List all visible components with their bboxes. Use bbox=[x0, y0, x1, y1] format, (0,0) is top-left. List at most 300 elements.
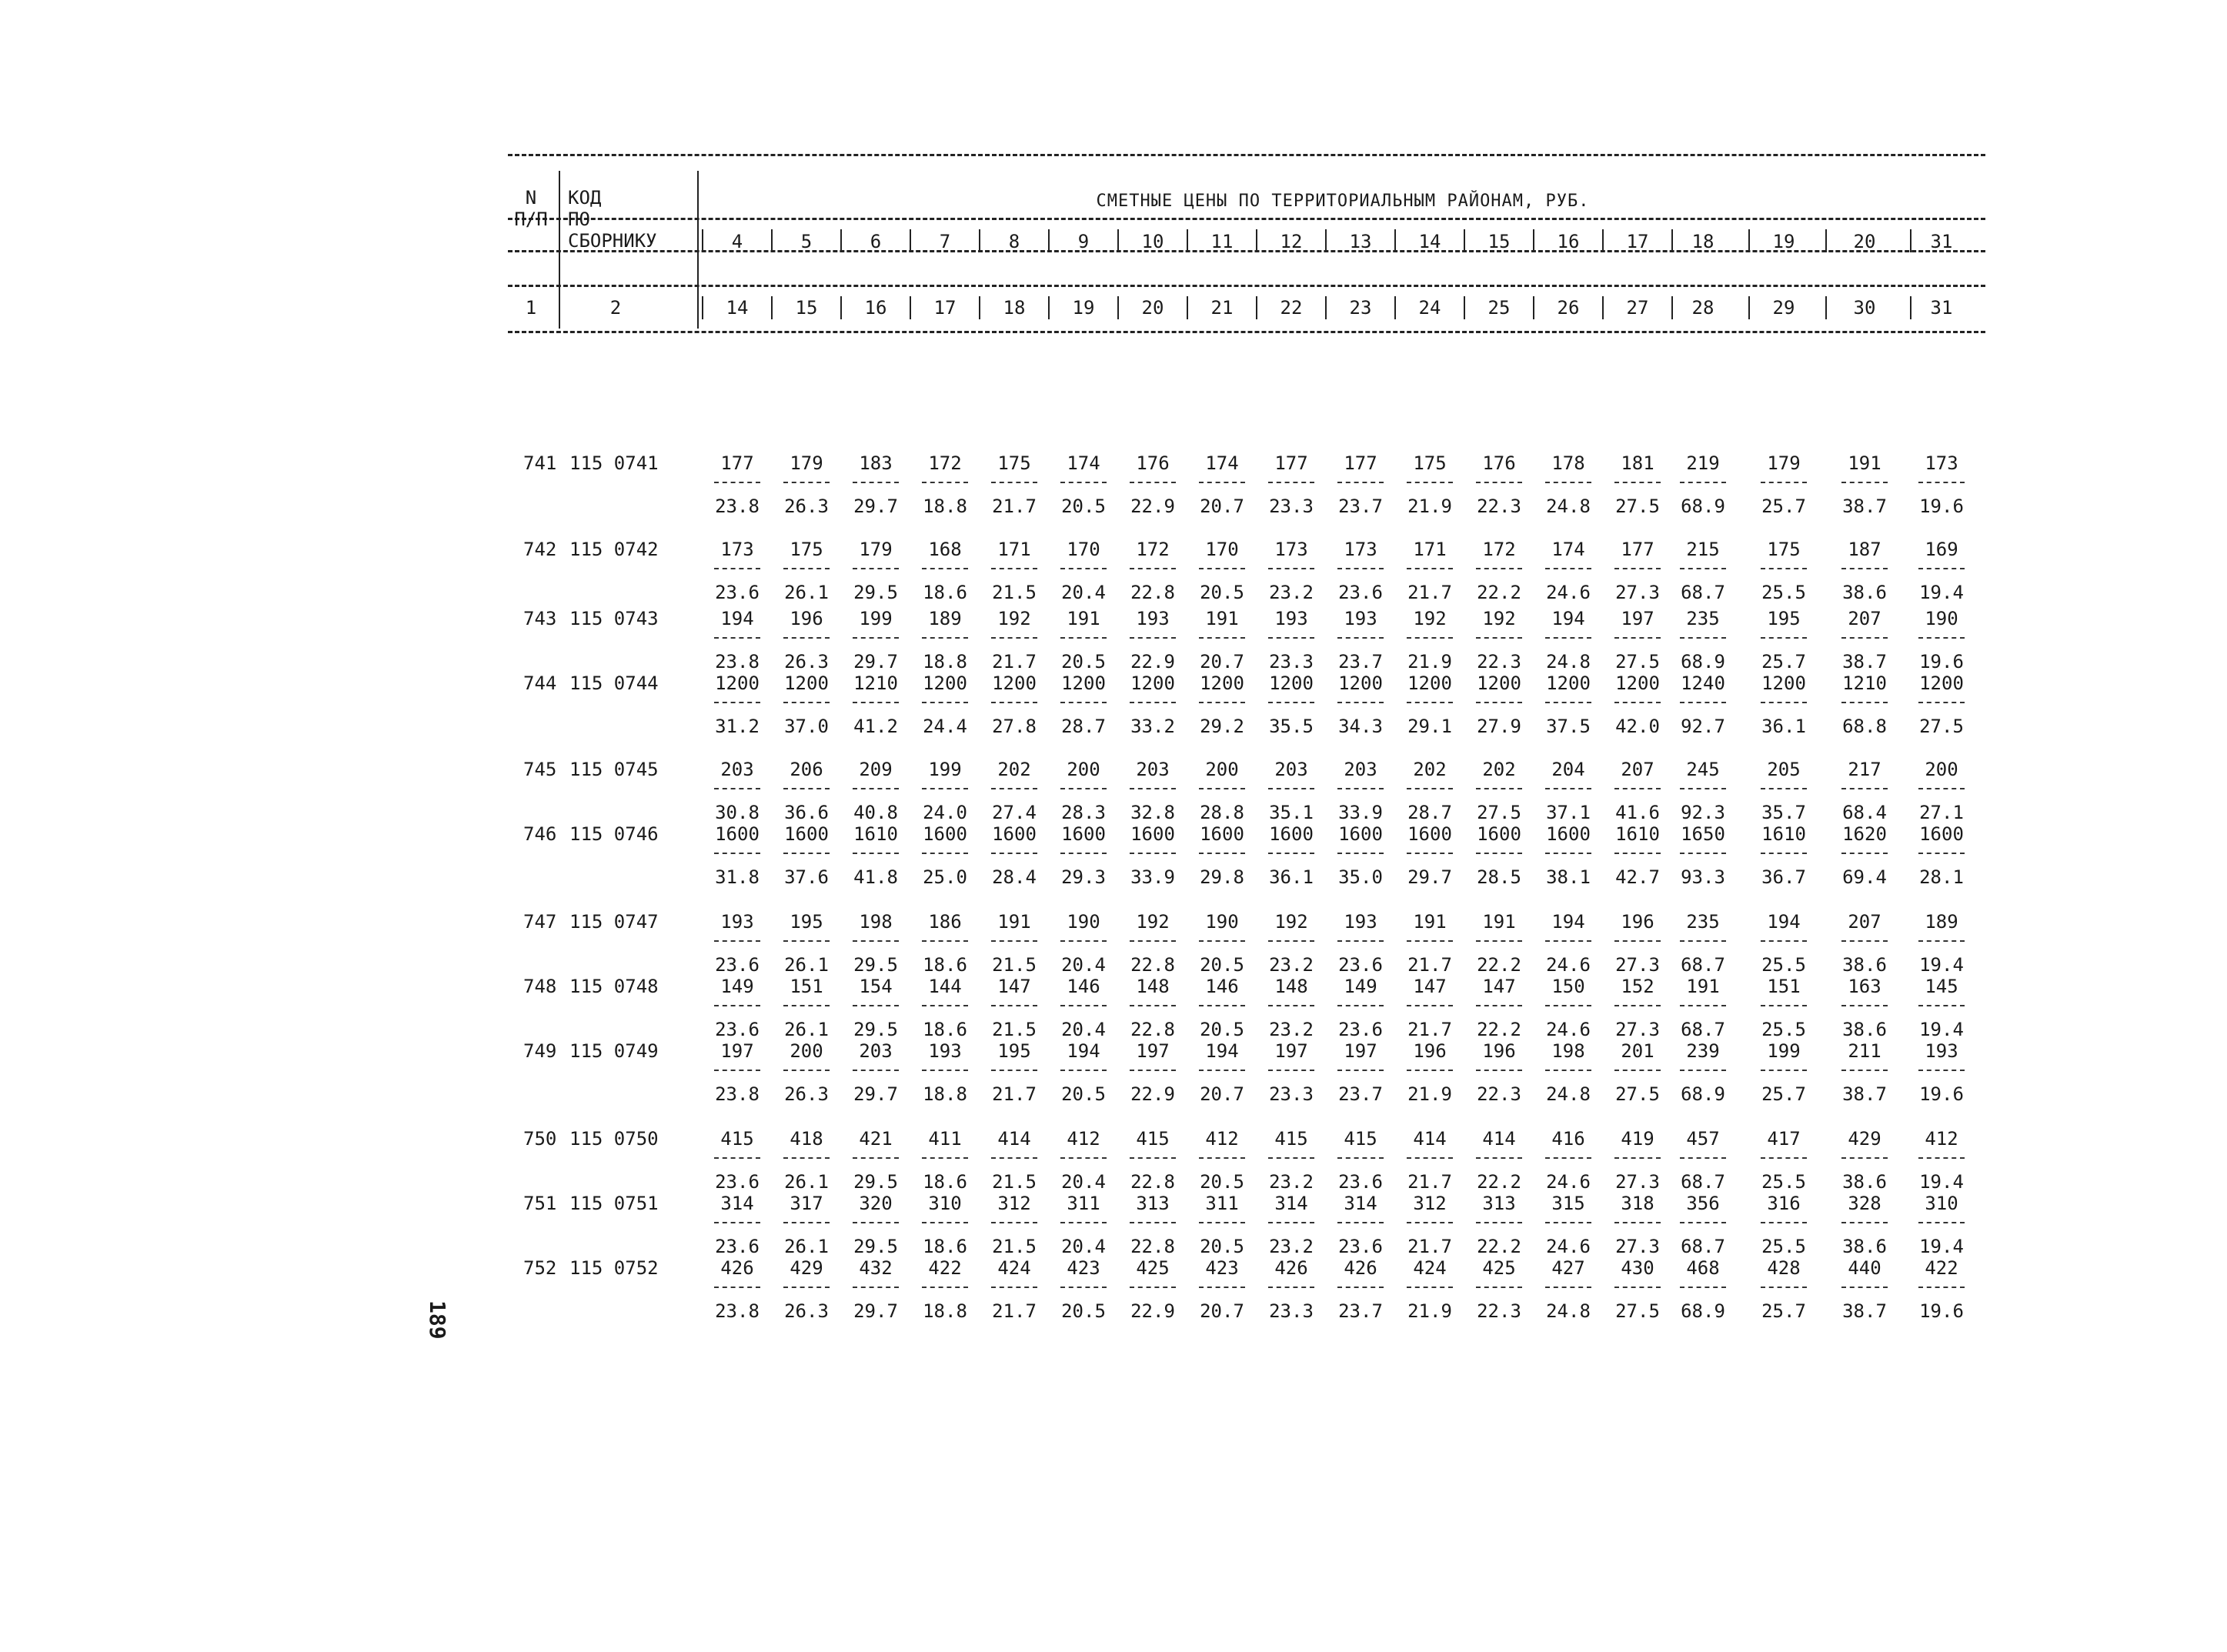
index-cell: 15 bbox=[795, 297, 818, 319]
fraction-line bbox=[1680, 788, 1726, 789]
fraction-line bbox=[1761, 1070, 1807, 1071]
price-value: 173 bbox=[1344, 539, 1377, 560]
wage-value: 21.5 bbox=[992, 1019, 1037, 1040]
header-code-label: СБОРНИКУ bbox=[568, 230, 657, 252]
index-cell: 18 bbox=[1003, 297, 1026, 319]
fraction-line bbox=[1268, 940, 1314, 942]
fraction-line bbox=[1199, 1157, 1245, 1159]
fraction-line bbox=[1614, 568, 1661, 569]
fraction-line bbox=[1680, 940, 1726, 942]
price-value: 193 bbox=[1344, 911, 1377, 933]
header-vline bbox=[1394, 296, 1396, 319]
price-value: 426 bbox=[1344, 1257, 1377, 1279]
fraction-line bbox=[922, 940, 968, 942]
wage-value: 29.7 bbox=[853, 1083, 898, 1105]
price-value: 318 bbox=[1621, 1193, 1654, 1214]
wage-value: 23.2 bbox=[1269, 1236, 1314, 1257]
fraction-line bbox=[1268, 482, 1314, 483]
price-value: 193 bbox=[1925, 1040, 1958, 1062]
wage-value: 68.8 bbox=[1842, 716, 1887, 737]
price-value: 194 bbox=[1551, 608, 1585, 629]
wage-value: 29.5 bbox=[853, 1236, 898, 1257]
index-cell: 20 bbox=[1141, 297, 1164, 319]
fraction-line bbox=[1614, 1222, 1661, 1223]
header-vline bbox=[1464, 229, 1465, 252]
price-value: 144 bbox=[928, 976, 962, 997]
fraction-line bbox=[783, 788, 830, 789]
fraction-line bbox=[783, 940, 830, 942]
price-value: 196 bbox=[790, 608, 823, 629]
wage-value: 26.3 bbox=[784, 1083, 829, 1105]
fraction-line bbox=[1841, 702, 1888, 703]
row-code: 115 0746 bbox=[569, 823, 659, 845]
price-value: 1210 bbox=[853, 672, 898, 694]
fraction-line bbox=[1841, 482, 1888, 483]
wage-value: 68.7 bbox=[1681, 954, 1725, 976]
wage-value: 22.2 bbox=[1477, 1171, 1521, 1193]
price-value: 424 bbox=[1413, 1257, 1447, 1279]
fraction-line bbox=[1841, 940, 1888, 942]
wage-value: 21.5 bbox=[992, 954, 1037, 976]
fraction-line bbox=[1841, 1005, 1888, 1006]
fraction-line bbox=[1918, 568, 1965, 569]
wage-value: 29.5 bbox=[853, 582, 898, 603]
row-code: 115 0748 bbox=[569, 976, 659, 997]
fraction-line bbox=[1614, 1070, 1661, 1071]
fraction-line bbox=[1841, 637, 1888, 639]
price-value: 235 bbox=[1686, 911, 1720, 933]
price-value: 1200 bbox=[784, 672, 829, 694]
wage-value: 22.2 bbox=[1477, 1236, 1521, 1257]
price-value: 193 bbox=[1136, 608, 1170, 629]
price-value: 196 bbox=[1621, 911, 1654, 933]
price-value: 313 bbox=[1136, 1193, 1170, 1214]
wage-value: 20.5 bbox=[1200, 1019, 1244, 1040]
fraction-line bbox=[1761, 1287, 1807, 1288]
wage-value: 42.0 bbox=[1615, 716, 1660, 737]
price-value: 192 bbox=[1136, 911, 1170, 933]
wage-value: 36.1 bbox=[1761, 716, 1806, 737]
price-value: 1600 bbox=[923, 823, 967, 845]
header-vline bbox=[1048, 296, 1050, 319]
wage-value: 19.4 bbox=[1919, 582, 1964, 603]
fraction-line bbox=[1268, 1005, 1314, 1006]
wage-value: 23.3 bbox=[1269, 651, 1314, 672]
header-vline bbox=[979, 229, 980, 252]
fraction-line bbox=[1841, 1222, 1888, 1223]
fraction-line bbox=[1268, 1157, 1314, 1159]
fraction-line bbox=[1337, 482, 1384, 483]
district-number: 14 bbox=[1418, 231, 1441, 252]
header-code-label: ПО bbox=[568, 209, 590, 230]
header-vline bbox=[1671, 296, 1673, 319]
wage-value: 29.7 bbox=[853, 651, 898, 672]
price-value: 427 bbox=[1551, 1257, 1585, 1279]
wage-value: 93.3 bbox=[1681, 866, 1725, 888]
wage-value: 23.8 bbox=[715, 651, 760, 672]
fraction-line bbox=[1680, 568, 1726, 569]
wage-value: 42.7 bbox=[1615, 866, 1660, 888]
price-value: 425 bbox=[1482, 1257, 1516, 1279]
wage-value: 23.3 bbox=[1269, 1300, 1314, 1322]
wage-value: 22.3 bbox=[1477, 1083, 1521, 1105]
wage-value: 23.6 bbox=[715, 1019, 760, 1040]
wage-value: 25.7 bbox=[1761, 651, 1806, 672]
fraction-line bbox=[1060, 482, 1107, 483]
fraction-line bbox=[1841, 853, 1888, 854]
wage-value: 26.1 bbox=[784, 1236, 829, 1257]
price-value: 1600 bbox=[715, 823, 760, 845]
fraction-line bbox=[922, 1070, 968, 1071]
price-value: 239 bbox=[1686, 1040, 1720, 1062]
price-value: 197 bbox=[1136, 1040, 1170, 1062]
fraction-line bbox=[1060, 1287, 1107, 1288]
fraction-line bbox=[1545, 940, 1591, 942]
wage-value: 23.6 bbox=[1338, 1019, 1383, 1040]
wage-value: 20.4 bbox=[1061, 1171, 1106, 1193]
fraction-line bbox=[1130, 940, 1176, 942]
fraction-line bbox=[991, 1005, 1037, 1006]
wage-value: 25.7 bbox=[1761, 1300, 1806, 1322]
district-number: 7 bbox=[939, 231, 951, 252]
fraction-line bbox=[1130, 482, 1176, 483]
price-value: 148 bbox=[1136, 976, 1170, 997]
price-value: 217 bbox=[1848, 759, 1881, 780]
district-number: 12 bbox=[1280, 231, 1303, 252]
wage-value: 28.4 bbox=[992, 866, 1037, 888]
fraction-line bbox=[714, 702, 760, 703]
fraction-line bbox=[1407, 853, 1453, 854]
price-value: 426 bbox=[1274, 1257, 1308, 1279]
wage-value: 24.8 bbox=[1546, 1300, 1591, 1322]
fraction-line bbox=[1918, 788, 1965, 789]
wage-value: 21.7 bbox=[1407, 954, 1452, 976]
price-value: 147 bbox=[1482, 976, 1516, 997]
price-value: 200 bbox=[1925, 759, 1958, 780]
fraction-line bbox=[1199, 1005, 1245, 1006]
price-value: 197 bbox=[1621, 608, 1654, 629]
wage-value: 37.6 bbox=[784, 866, 829, 888]
fraction-line bbox=[1476, 853, 1522, 854]
header-vline bbox=[1602, 296, 1604, 319]
fraction-line bbox=[1918, 1157, 1965, 1159]
wage-value: 33.9 bbox=[1130, 866, 1175, 888]
fraction-line bbox=[1407, 788, 1453, 789]
fraction-line bbox=[714, 1157, 760, 1159]
wage-value: 25.5 bbox=[1761, 1171, 1806, 1193]
fraction-line bbox=[991, 1070, 1037, 1071]
fraction-line bbox=[853, 637, 899, 639]
fraction-line bbox=[1060, 1005, 1107, 1006]
price-value: 316 bbox=[1767, 1193, 1801, 1214]
fraction-line bbox=[922, 788, 968, 789]
wage-value: 23.8 bbox=[715, 1083, 760, 1105]
price-value: 172 bbox=[1136, 539, 1170, 560]
index-cell: 26 bbox=[1557, 297, 1580, 319]
price-value: 209 bbox=[859, 759, 893, 780]
wage-value: 24.6 bbox=[1546, 954, 1591, 976]
fraction-line bbox=[1060, 637, 1107, 639]
fraction-line bbox=[991, 853, 1037, 854]
fraction-line bbox=[1199, 482, 1245, 483]
wage-value: 21.7 bbox=[992, 1083, 1037, 1105]
price-value: 1610 bbox=[853, 823, 898, 845]
wage-value: 23.8 bbox=[715, 1300, 760, 1322]
wage-value: 23.6 bbox=[1338, 582, 1383, 603]
fraction-line bbox=[1337, 702, 1384, 703]
fraction-line bbox=[783, 1222, 830, 1223]
row-code: 115 0750 bbox=[569, 1128, 659, 1150]
wage-value: 29.7 bbox=[853, 496, 898, 517]
price-value: 172 bbox=[928, 452, 962, 474]
district-number: 8 bbox=[1008, 231, 1020, 252]
fraction-line bbox=[1199, 788, 1245, 789]
wage-value: 18.6 bbox=[923, 1236, 967, 1257]
wage-value: 21.5 bbox=[992, 1171, 1037, 1193]
price-value: 199 bbox=[859, 608, 893, 629]
fraction-line bbox=[1199, 637, 1245, 639]
fraction-line bbox=[922, 853, 968, 854]
wage-value: 38.1 bbox=[1546, 866, 1591, 888]
wage-value: 21.7 bbox=[1407, 1236, 1452, 1257]
wage-value: 27.3 bbox=[1615, 954, 1660, 976]
wage-value: 21.5 bbox=[992, 582, 1037, 603]
fraction-line bbox=[1614, 482, 1661, 483]
price-value: 191 bbox=[997, 911, 1031, 933]
fraction-line bbox=[1407, 702, 1453, 703]
wage-value: 23.6 bbox=[715, 954, 760, 976]
fraction-line bbox=[1680, 637, 1726, 639]
fraction-line bbox=[1130, 1070, 1176, 1071]
district-number: 6 bbox=[870, 231, 882, 252]
wage-value: 27.9 bbox=[1477, 716, 1521, 737]
index-cell: 23 bbox=[1349, 297, 1372, 319]
fraction-line bbox=[1545, 1070, 1591, 1071]
fraction-line bbox=[1268, 853, 1314, 854]
fraction-line bbox=[1545, 637, 1591, 639]
wage-value: 20.4 bbox=[1061, 1236, 1106, 1257]
fraction-line bbox=[783, 1157, 830, 1159]
price-value: 176 bbox=[1136, 452, 1170, 474]
fraction-line bbox=[1407, 1222, 1453, 1223]
price-value: 149 bbox=[1344, 976, 1377, 997]
wage-value: 27.3 bbox=[1615, 582, 1660, 603]
fraction-line bbox=[1060, 1157, 1107, 1159]
wage-value: 38.7 bbox=[1842, 1300, 1887, 1322]
fraction-line bbox=[1199, 702, 1245, 703]
fraction-line bbox=[1680, 1070, 1726, 1071]
wage-value: 23.2 bbox=[1269, 1171, 1314, 1193]
wage-value: 20.4 bbox=[1061, 1019, 1106, 1040]
header-vline bbox=[1256, 229, 1257, 252]
price-value: 191 bbox=[1686, 976, 1720, 997]
row-code: 115 0747 bbox=[569, 911, 659, 933]
row-number: 742 bbox=[523, 539, 557, 560]
fraction-line bbox=[714, 482, 760, 483]
price-value: 191 bbox=[1848, 452, 1881, 474]
price-value: 203 bbox=[720, 759, 754, 780]
wage-value: 26.1 bbox=[784, 1019, 829, 1040]
price-value: 207 bbox=[1848, 608, 1881, 629]
fraction-line bbox=[1680, 1157, 1726, 1159]
fraction-line bbox=[1130, 568, 1176, 569]
price-value: 1200 bbox=[992, 672, 1037, 694]
price-value: 191 bbox=[1413, 911, 1447, 933]
fraction-line bbox=[1060, 853, 1107, 854]
header-vline bbox=[1325, 296, 1327, 319]
wage-value: 68.9 bbox=[1681, 496, 1725, 517]
price-value: 195 bbox=[1767, 608, 1801, 629]
wage-value: 21.9 bbox=[1407, 496, 1452, 517]
wage-value: 19.4 bbox=[1919, 1019, 1964, 1040]
price-value: 1600 bbox=[1200, 823, 1244, 845]
wage-value: 23.6 bbox=[715, 1236, 760, 1257]
price-value: 203 bbox=[1274, 759, 1308, 780]
wage-value: 20.5 bbox=[1200, 954, 1244, 976]
price-value: 187 bbox=[1848, 539, 1881, 560]
fraction-line bbox=[783, 702, 830, 703]
header-rule bbox=[508, 285, 1985, 287]
row-code: 115 0751 bbox=[569, 1193, 659, 1214]
price-value: 192 bbox=[1274, 911, 1308, 933]
price-value: 202 bbox=[1482, 759, 1516, 780]
price-value: 415 bbox=[1136, 1128, 1170, 1150]
price-value: 314 bbox=[1274, 1193, 1308, 1214]
header-vline bbox=[771, 229, 773, 252]
district-number: 9 bbox=[1077, 231, 1090, 252]
price-value: 196 bbox=[1482, 1040, 1516, 1062]
price-value: 425 bbox=[1136, 1257, 1170, 1279]
fraction-line bbox=[1476, 568, 1522, 569]
fraction-line bbox=[1407, 1287, 1453, 1288]
wage-value: 68.4 bbox=[1842, 802, 1887, 823]
fraction-line bbox=[783, 853, 830, 854]
index-cell: 17 bbox=[933, 297, 957, 319]
wage-value: 19.4 bbox=[1919, 954, 1964, 976]
price-value: 194 bbox=[720, 608, 754, 629]
price-value: 429 bbox=[790, 1257, 823, 1279]
price-value: 1610 bbox=[1761, 823, 1806, 845]
price-value: 202 bbox=[997, 759, 1031, 780]
price-value: 428 bbox=[1767, 1257, 1801, 1279]
price-value: 189 bbox=[928, 608, 962, 629]
district-number: 4 bbox=[731, 231, 743, 252]
wage-value: 27.5 bbox=[1615, 1300, 1660, 1322]
price-value: 170 bbox=[1205, 539, 1239, 560]
fraction-line bbox=[1130, 788, 1176, 789]
fraction-line bbox=[853, 1222, 899, 1223]
wage-value: 27.5 bbox=[1615, 651, 1660, 672]
price-value: 174 bbox=[1551, 539, 1585, 560]
wage-value: 18.6 bbox=[923, 1171, 967, 1193]
district-number: 5 bbox=[800, 231, 813, 252]
price-value: 174 bbox=[1205, 452, 1239, 474]
wage-value: 19.4 bbox=[1919, 1236, 1964, 1257]
wage-value: 25.0 bbox=[923, 866, 967, 888]
row-number: 747 bbox=[523, 911, 557, 933]
header-title: СМЕТНЫЕ ЦЕНЫ ПО ТЕРРИТОРИАЛЬНЫМ РАЙОНАМ, РУБ. bbox=[1096, 192, 1590, 211]
wage-value: 32.8 bbox=[1130, 802, 1175, 823]
fraction-line bbox=[922, 1157, 968, 1159]
wage-value: 27.5 bbox=[1477, 802, 1521, 823]
price-value: 175 bbox=[790, 539, 823, 560]
wage-value: 27.5 bbox=[1919, 716, 1964, 737]
wage-value: 21.7 bbox=[992, 1300, 1037, 1322]
header-vline bbox=[1825, 229, 1827, 252]
price-value: 146 bbox=[1205, 976, 1239, 997]
row-number: 743 bbox=[523, 608, 557, 629]
fraction-line bbox=[1761, 788, 1807, 789]
wage-value: 22.8 bbox=[1130, 1019, 1175, 1040]
wage-value: 23.6 bbox=[1338, 1236, 1383, 1257]
price-value: 171 bbox=[1413, 539, 1447, 560]
wage-value: 35.0 bbox=[1338, 866, 1383, 888]
wage-value: 24.4 bbox=[923, 716, 967, 737]
wage-value: 22.9 bbox=[1130, 1300, 1175, 1322]
fraction-line bbox=[1476, 1157, 1522, 1159]
price-value: 1620 bbox=[1842, 823, 1887, 845]
fraction-line bbox=[1337, 853, 1384, 854]
price-value: 418 bbox=[790, 1128, 823, 1150]
price-value: 202 bbox=[1413, 759, 1447, 780]
fraction-line bbox=[714, 1222, 760, 1223]
wage-value: 68.7 bbox=[1681, 1236, 1725, 1257]
price-value: 149 bbox=[720, 976, 754, 997]
fraction-line bbox=[1337, 1005, 1384, 1006]
price-value: 190 bbox=[1205, 911, 1239, 933]
price-value: 1200 bbox=[1761, 672, 1806, 694]
header-vline bbox=[1394, 229, 1396, 252]
wage-value: 21.7 bbox=[1407, 1019, 1452, 1040]
header-vline bbox=[1187, 296, 1188, 319]
row-code: 115 0752 bbox=[569, 1257, 659, 1279]
wage-value: 21.9 bbox=[1407, 1300, 1452, 1322]
fraction-line bbox=[1761, 1005, 1807, 1006]
wage-value: 68.7 bbox=[1681, 1171, 1725, 1193]
price-value: 175 bbox=[1413, 452, 1447, 474]
fraction-line bbox=[1130, 702, 1176, 703]
price-value: 1600 bbox=[784, 823, 829, 845]
fraction-line bbox=[1614, 788, 1661, 789]
header-vline bbox=[1048, 229, 1050, 252]
fraction-line bbox=[714, 1005, 760, 1006]
fraction-line bbox=[1614, 1287, 1661, 1288]
wage-value: 22.3 bbox=[1477, 651, 1521, 672]
wage-value: 21.7 bbox=[1407, 1171, 1452, 1193]
price-value: 207 bbox=[1621, 759, 1654, 780]
price-value: 468 bbox=[1686, 1257, 1720, 1279]
wage-value: 22.9 bbox=[1130, 1083, 1175, 1105]
header-vline bbox=[1256, 296, 1257, 319]
fraction-line bbox=[1130, 853, 1176, 854]
row-number: 748 bbox=[523, 976, 557, 997]
district-number: 17 bbox=[1626, 231, 1649, 252]
row-number: 746 bbox=[523, 823, 557, 845]
fraction-line bbox=[991, 1287, 1037, 1288]
price-value: 415 bbox=[1344, 1128, 1377, 1150]
wage-value: 26.1 bbox=[784, 954, 829, 976]
price-value: 1200 bbox=[1546, 672, 1591, 694]
price-value: 196 bbox=[1413, 1040, 1447, 1062]
price-value: 414 bbox=[997, 1128, 1031, 1150]
fraction-line bbox=[1268, 788, 1314, 789]
price-value: 173 bbox=[1274, 539, 1308, 560]
wage-value: 20.7 bbox=[1200, 651, 1244, 672]
fraction-line bbox=[1918, 1287, 1965, 1288]
price-value: 175 bbox=[1767, 539, 1801, 560]
header-subrule bbox=[508, 250, 1985, 252]
wage-value: 25.5 bbox=[1761, 954, 1806, 976]
